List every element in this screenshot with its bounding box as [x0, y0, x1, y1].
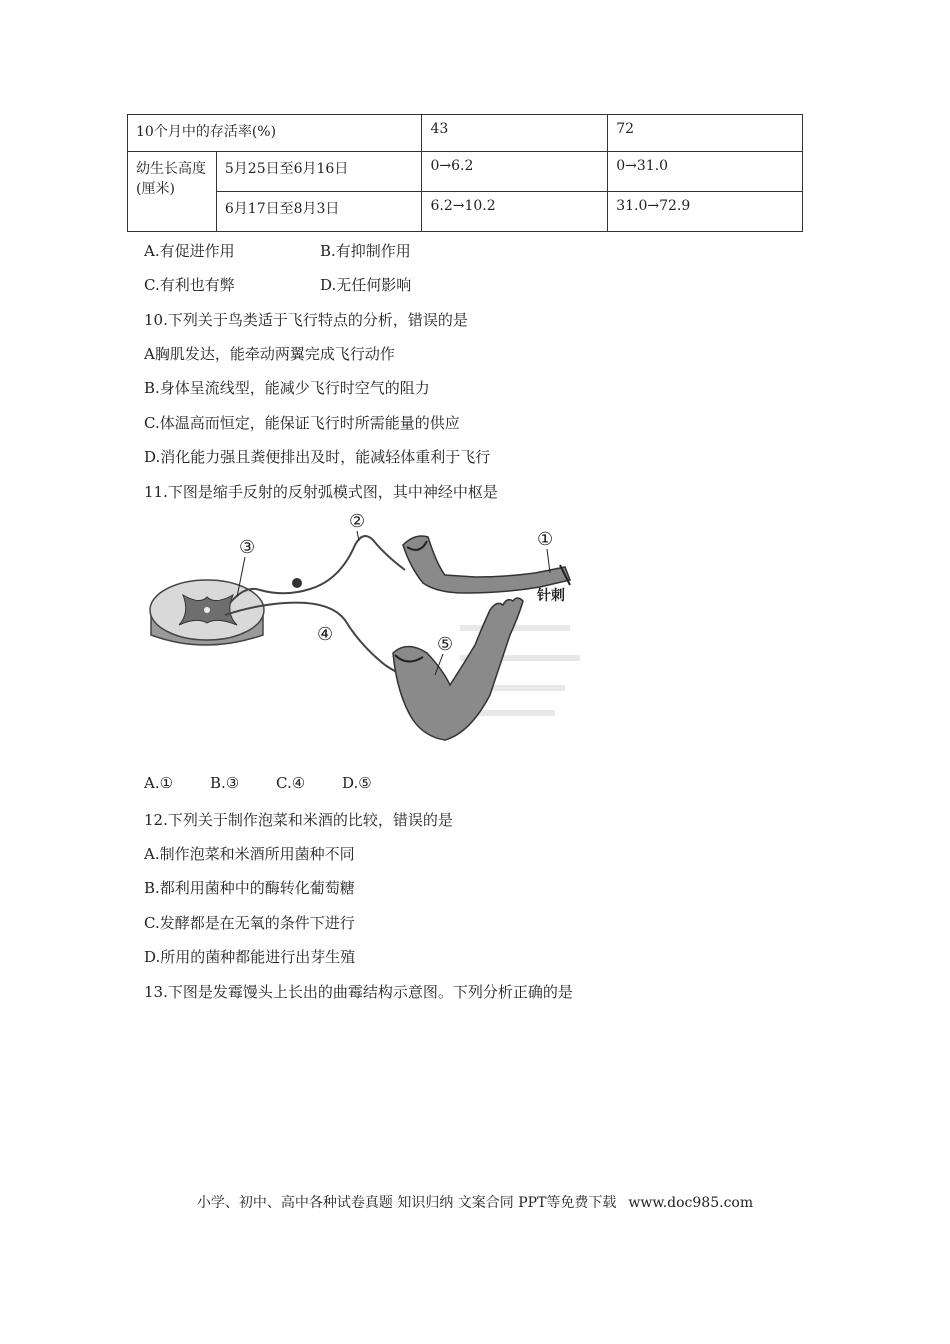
data-table: [127, 114, 803, 232]
q9-options-row-1: [144, 240, 411, 261]
footer-url[interactable]: www.doc985.com: [628, 1195, 754, 1211]
figure-label-2: ②: [349, 511, 366, 532]
q10-option-a: A胸肌发达，能牵动两翼完成飞行动作: [144, 345, 395, 363]
q11-option-a: A.①: [144, 774, 174, 792]
q13-stem: 13.下图是发霉馒头上长出的曲霉结构示意图。下列分析正确的是: [144, 983, 573, 1001]
q9-option-c: C.有利也有弊: [144, 276, 235, 294]
table-cell: 6月17日至8月3日: [216, 192, 422, 232]
q9-option-d: D.无任何影响: [320, 276, 412, 294]
q10-stem: 10.下列关于鸟类适于飞行特点的分析，错误的是: [144, 311, 468, 329]
q10-option-b: B.身体呈流线型，能减少飞行时空气的阻力: [144, 379, 430, 397]
q9-option-a: A.有促进作用: [144, 242, 235, 260]
table-cell: 43: [422, 115, 608, 152]
table-cell: 0→6.2: [422, 152, 608, 192]
q10-option-d: D.消化能力强且粪便排出及时，能减轻体重利于飞行: [144, 448, 491, 466]
table-cell: 10个月中的存活率(%): [128, 115, 422, 152]
q10-option-c: C.体温高而恒定，能保证飞行时所需能量的供应: [144, 414, 460, 432]
table-cell: 72: [608, 115, 803, 152]
q11-option-d: D.⑤: [342, 774, 372, 792]
q12-option-c: C.发酵都是在无氧的条件下进行: [144, 914, 355, 932]
q11-option-b: B.③: [210, 774, 240, 792]
figure-label-1: ①: [537, 529, 554, 550]
ganglion-dot: [292, 578, 302, 588]
table-cell: 31.0→72.9: [608, 192, 803, 232]
reflex-arc-figure: [145, 505, 595, 750]
q12-stem: 12.下列关于制作泡菜和米酒的比较，错误的是: [144, 811, 453, 829]
page-footer: [0, 1192, 950, 1212]
figure-label-5: ⑤: [437, 634, 454, 655]
table-cell: 幼生长高度(厘米): [128, 152, 217, 232]
footer-text: 小学、初中、高中各种试卷真题 知识归纳 文案合同 PPT等免费下载: [196, 1195, 617, 1211]
table-cell: 5月25日至6月16日: [216, 152, 422, 192]
q11-stem: 11.下图是缩手反射的反射弧模式图，其中神经中枢是: [144, 483, 498, 501]
q9-option-b: B.有抑制作用: [320, 242, 411, 260]
table-row: [128, 152, 803, 192]
lower-arm: [393, 598, 523, 740]
q11-options: [144, 774, 408, 792]
figure-label-needle: 针刺: [537, 588, 565, 604]
table-cell: 0→31.0: [608, 152, 803, 192]
figure-label-3: ③: [239, 537, 256, 558]
q12-option-a: A.制作泡菜和米酒所用菌种不同: [144, 845, 355, 863]
q12-option-b: B.都利用菌种中的酶转化葡萄糖: [144, 879, 355, 897]
table-row: [128, 192, 803, 232]
q9-options-row-2: [144, 274, 411, 295]
q11-option-c: C.④: [276, 774, 306, 792]
table-row: [128, 115, 803, 152]
table-cell: 6.2→10.2: [422, 192, 608, 232]
figure-label-4: ④: [317, 624, 334, 645]
q12-option-d: D.所用的菌种都能进行出芽生殖: [144, 948, 356, 966]
